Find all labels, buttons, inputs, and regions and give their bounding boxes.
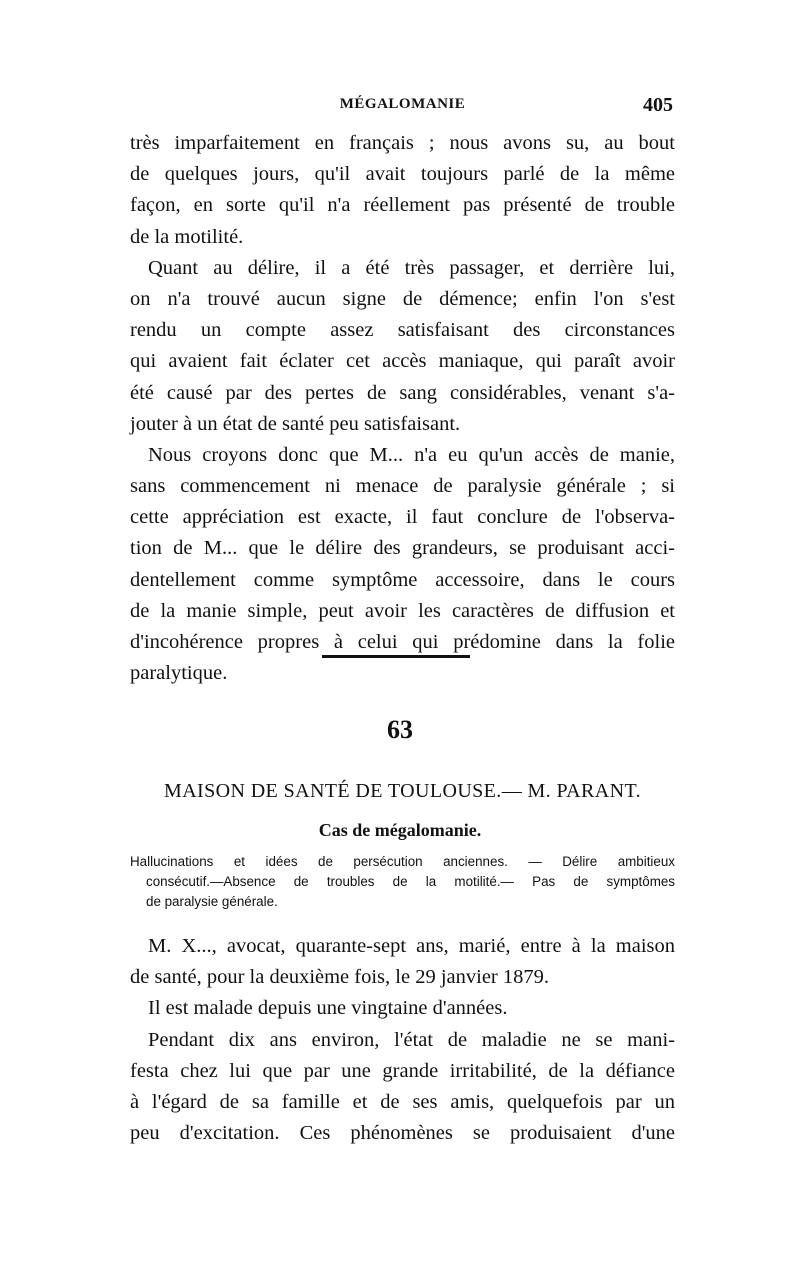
text-line: festa chez lui que par une grande irritabilité, de la défiance [130, 1059, 675, 1082]
text-line: Il est malade depuis une vingtaine d'années. [148, 997, 508, 1020]
body-text-top [130, 128, 675, 689]
text-line: de la manie simple, peut avoir les caractères de diffusion et [130, 599, 675, 622]
text-line: très imparfaitement en français ; nous avons su, au bout [130, 132, 675, 154]
text-line: dentellement comme symptôme accessoire, dans le cours [130, 568, 675, 591]
text-line: de santé, pour la deuxième fois, le 29 janvier 1879. [130, 966, 549, 989]
text-line: sans commencement ni menace de paralysie générale ; si [130, 475, 675, 498]
text-line: d'incohérence propres à celui qui prédomine dans la folie [130, 631, 675, 653]
section-heading: MAISON DE SANTÉ DE TOULOUSE.— M. PARANT. [164, 780, 641, 802]
text-line: rendu un compte assez satisfaisant des circonstances [130, 319, 675, 342]
text-line: Quant au délire, il a été très passager, et derrière lui, [148, 256, 675, 279]
page-number: 405 [643, 94, 673, 116]
section-divider [322, 655, 470, 658]
text-line: de quelques jours, qu'il avait toujours parlé de la même [130, 163, 675, 186]
text-line: M. X..., avocat, quarante-sept ans, marié, entre à la maison [148, 935, 675, 957]
summary-line: Hallucinations et idées de persécution anciennes. — Délire ambitieux [130, 854, 675, 869]
summary-line: consécutif.—Absence de troubles de la motilité.— Pas de symptômes [146, 874, 675, 889]
case-title: Cas de mégalomanie. [318, 820, 482, 840]
summary-line: de paralysie générale. [146, 894, 278, 909]
text-line: peu d'excitation. Ces phénomènes se produisaient d'une [130, 1122, 675, 1145]
section-number: 63 [387, 715, 413, 744]
text-line: paralytique. [130, 662, 228, 685]
body-text-bottom [130, 931, 675, 1149]
text-line: on n'a trouvé aucun signe de démence; enfin l'on s'est [130, 287, 675, 310]
text-line: tion de M... que le délire des grandeurs, se produisant acci- [130, 537, 675, 560]
text-line: cette appréciation est exacte, il faut conclure de l'observa- [130, 506, 675, 529]
text-line: Nous croyons donc que M... n'a eu qu'un accès de manie, [148, 443, 675, 466]
text-line: été causé par des pertes de sang considérables, venant s'a- [130, 381, 675, 404]
text-line: façon, en sorte qu'il n'a réellement pas présenté de trouble [130, 194, 675, 217]
text-line: qui avaient fait éclater cet accès maniaque, qui paraît avoir [130, 350, 675, 373]
case-summary [130, 852, 675, 912]
running-title: MÉGALOMANIE [339, 96, 466, 112]
running-head [130, 96, 675, 120]
text-line: à l'égard de sa famille et de ses amis, quelquefois par un [130, 1090, 675, 1113]
text-line: jouter à un état de santé peu satisfaisant. [130, 412, 461, 435]
text-line: de la motilité. [130, 225, 244, 248]
text-line: Pendant dix ans environ, l'état de maladie ne se mani- [148, 1028, 675, 1051]
